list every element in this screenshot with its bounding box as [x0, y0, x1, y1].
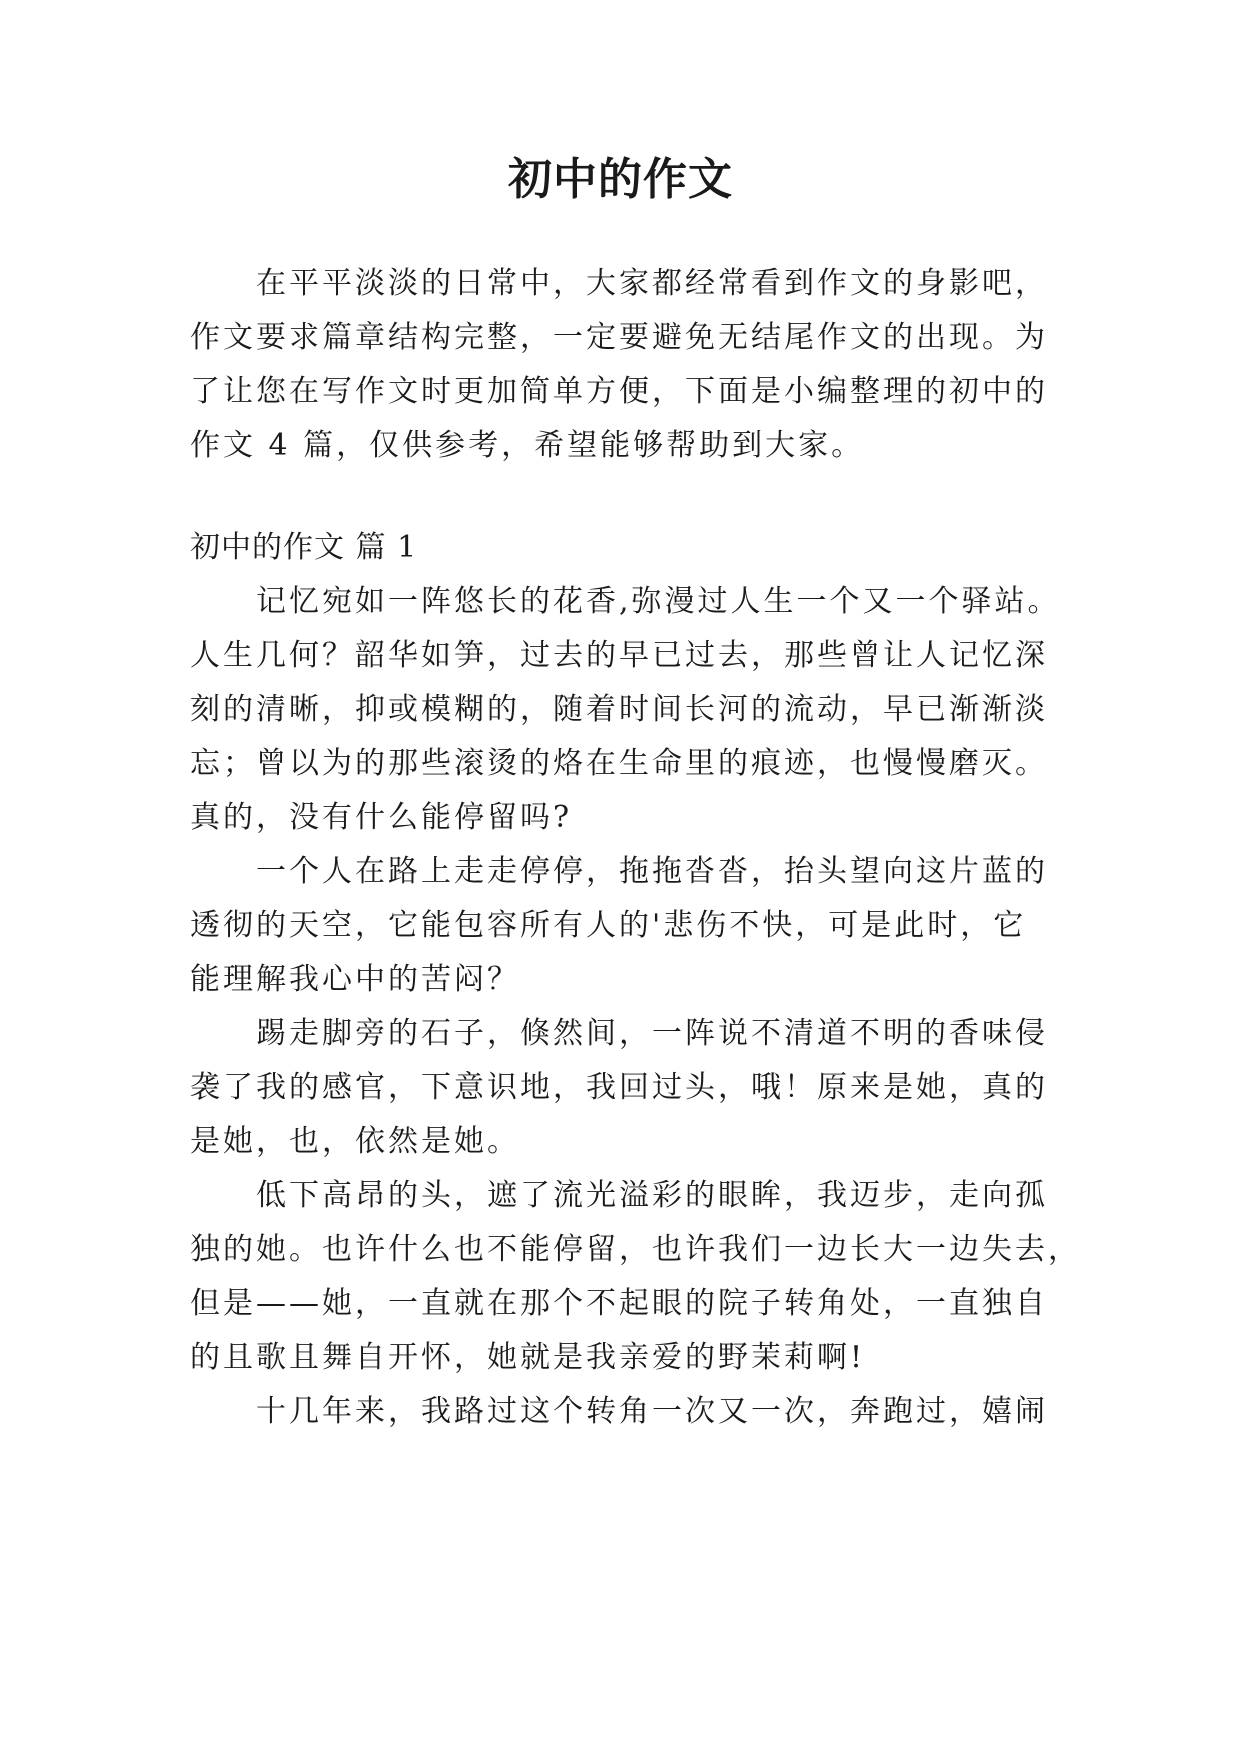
body-line: 低下高昂的头，遮了流光溢彩的眼眸，我迈步，走向孤: [256, 1178, 1048, 1213]
body-line: 是她，也，依然是她。: [190, 1124, 520, 1159]
body-line: 但是——她，一直就在那个不起眼的院子转角处，一直独自: [190, 1286, 1048, 1321]
body-line: 人生几何？韶华如笋，过去的早已过去，那些曾让人记忆深: [190, 638, 1048, 673]
body-line: 十几年来，我路过这个转角一次又一次，奔跑过，嬉闹: [256, 1394, 1048, 1429]
intro-line: 了让您在写作文时更加简单方便，下面是小编整理的初中的: [190, 374, 1048, 409]
body-line: 踢走脚旁的石子，倏然间，一阵说不清道不明的香味侵: [256, 1016, 1048, 1051]
body-line: 记忆宛如一阵悠长的花香,弥漫过人生一个又一个驿站。: [256, 584, 1061, 619]
section-heading: 初中的作文 篇 1: [190, 530, 418, 565]
body-line: 真的，没有什么能停留吗?: [190, 800, 573, 835]
body-line: 忘；曾以为的那些滚烫的烙在生命里的痕迹，也慢慢磨灭。: [190, 746, 1048, 781]
document-title: 初中的作文: [508, 154, 733, 205]
body-line: 一个人在路上走走停停，拖拖沓沓，抬头望向这片蓝的: [256, 854, 1048, 889]
body-line: 独的她。也许什么也不能停留，也许我们一边长大一边失去，: [190, 1232, 1081, 1267]
body-line: 的且歌且舞自开怀，她就是我亲爱的野茉莉啊!: [190, 1340, 866, 1375]
intro-line: 在平平淡淡的日常中，大家都经常看到作文的身影吧，: [256, 266, 1048, 301]
body-line: 袭了我的感官，下意识地，我回过头，哦！原来是她，真的: [190, 1070, 1048, 1105]
intro-line: 作文 4 篇，仅供参考，希望能够帮助到大家。: [190, 428, 865, 463]
body-line: 透彻的天空，它能包容所有人的'悲伤不快，可是此时，它: [190, 908, 1027, 943]
intro-line: 作文要求篇章结构完整，一定要避免无结尾作文的出现。为: [190, 320, 1048, 355]
body-line: 能理解我心中的苦闷？: [190, 962, 520, 997]
body-line: 刻的清晰，抑或模糊的，随着时间长河的流动，早已渐渐淡: [190, 692, 1048, 727]
